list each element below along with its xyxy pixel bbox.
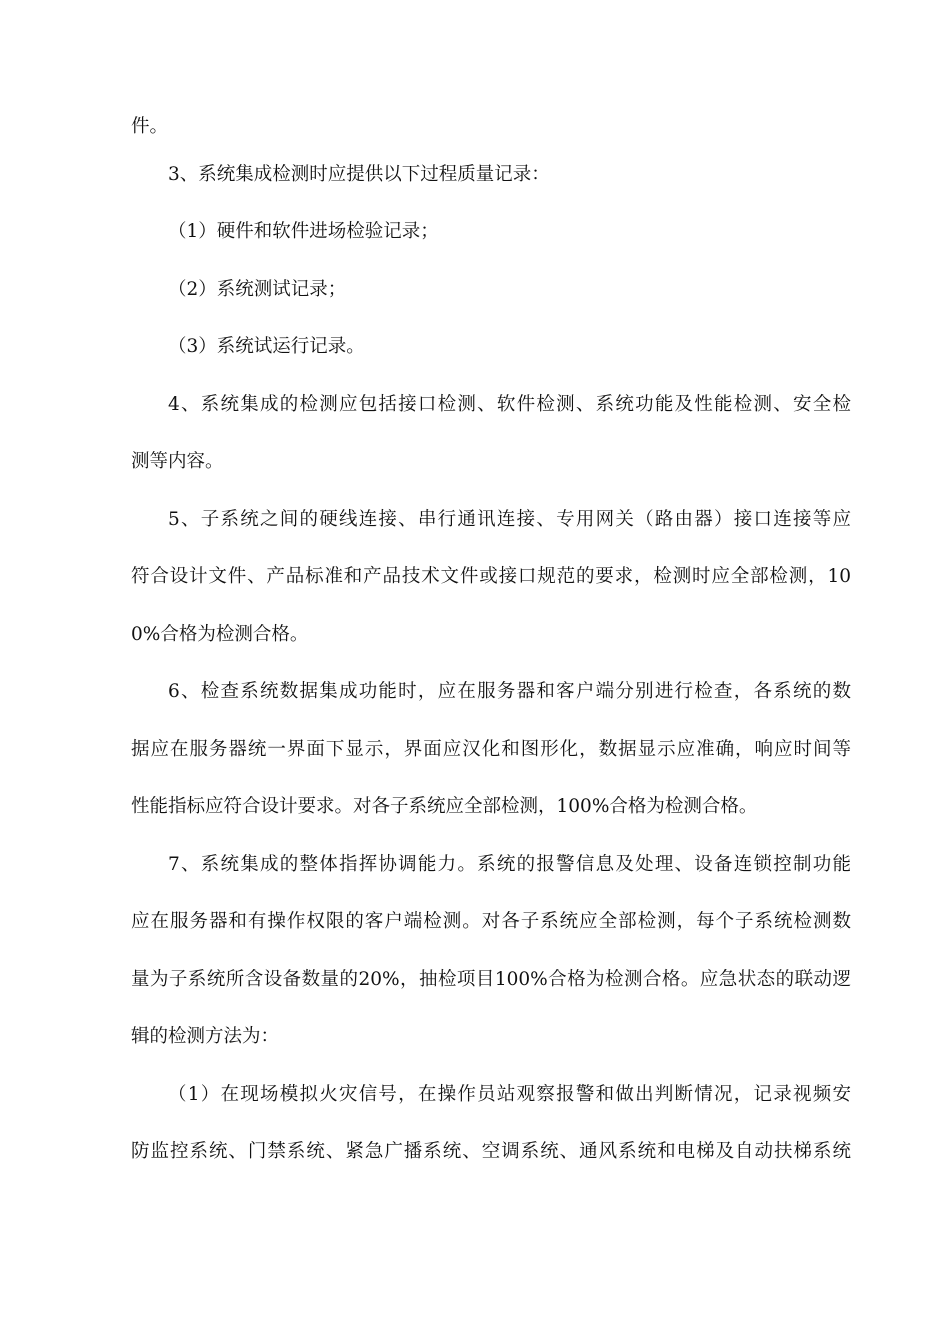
text-line: 符合设计文件、产品标准和产品技术文件或接口规范的要求，检测时应全部检测，10 <box>131 566 851 587</box>
text-line: （2）系统测试记录； <box>168 279 347 300</box>
text-line: 6、检查系统数据集成功能时，应在服务器和客户端分别进行检查，各系统的数 <box>168 681 851 702</box>
text-line: 据应在服务器统一界面下显示，界面应汉化和图形化，数据显示应准确，响应时间等 <box>131 739 851 760</box>
text-line: 性能指标应符合设计要求。对各子系统应全部检测，100%合格为检测合格。 <box>131 796 758 817</box>
text-line: （3）系统试运行记录。 <box>168 336 365 357</box>
text-line: 应在服务器和有操作权限的客户端检测。对各子系统应全部检测，每个子系统检测数 <box>131 911 851 932</box>
text-line: （1）硬件和软件进场检验记录； <box>168 221 439 242</box>
text-line: 测等内容。 <box>131 451 224 472</box>
text-line: 件。 <box>131 116 169 137</box>
text-line: 5、子系统之间的硬线连接、串行通讯连接、专用网关（路由器）接口连接等应 <box>168 509 851 530</box>
text-line: 0%合格为检测合格。 <box>131 624 309 645</box>
text-line: 4、系统集成的检测应包括接口检测、软件检测、系统功能及性能检测、安全检 <box>168 394 851 415</box>
text-line: 辑的检测方法为： <box>131 1026 280 1047</box>
text-line: 3、系统集成检测时应提供以下过程质量记录： <box>168 164 550 185</box>
text-line: 量为子系统所含设备数量的20%，抽检项目100%合格为检测合格。应急状态的联动逻 <box>131 969 851 990</box>
text-line: 7、系统集成的整体指挥协调能力。系统的报警信息及处理、设备连锁控制功能 <box>168 854 851 875</box>
text-line: （1）在现场模拟火灾信号，在操作员站观察报警和做出判断情况，记录视频安 <box>168 1084 851 1105</box>
text-line: 防监控系统、门禁系统、紧急广播系统、空调系统、通风系统和电梯及自动扶梯系统 <box>131 1141 851 1162</box>
